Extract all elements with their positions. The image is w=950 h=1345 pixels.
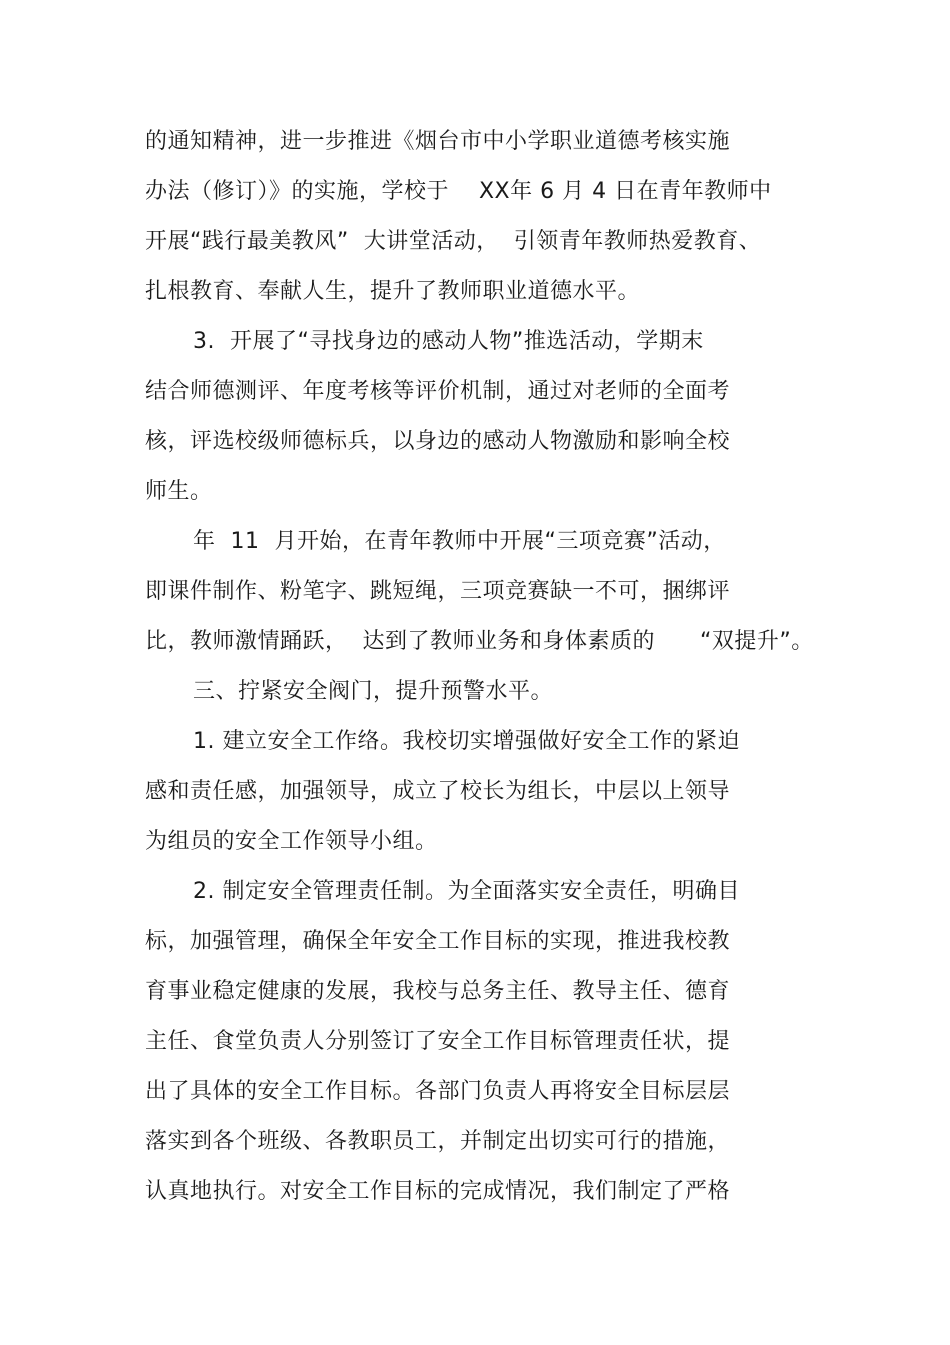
text-line-14: 感和责任感，加强领导，成立了校长为组长，中层以上领导 [145, 779, 731, 804]
text-line-10: 即课件制作、粉笔字、跳短绳，三项竞赛缺一不可，捆绑评 [145, 579, 731, 604]
text-line-13: 1. 建立安全工作络。我校切实增强做好安全工作的紧迫 [193, 729, 740, 754]
text-line-17: 标，加强管理，确保全年安全工作目标的实现，推进我校教 [145, 929, 731, 954]
text-line-8: 师生。 [145, 479, 213, 504]
text-line-15: 为组员的安全工作领导小组。 [145, 829, 438, 854]
section-heading: 三、拧紧安全阀门，提升预警水平。 [193, 679, 554, 704]
text-line-2: 办法（修订）》的实施，学校于 XX年 6 月 4 日在青年教师中 [145, 179, 772, 204]
text-line-18: 育事业稳定健康的发展，我校与总务主任、教导主任、德育 [145, 979, 731, 1004]
text-line-3: 开展“践行最美教风” 大讲堂活动， 引领青年教师热爱教育、 [145, 229, 762, 254]
text-line-5: 3. 开展了“寻找身边的感动人物”推选活动，学期末 [193, 329, 704, 354]
text-line-4: 扎根教育、奉献人生，提升了教师职业道德水平。 [145, 279, 641, 304]
text-line-16: 2. 制定安全管理责任制。为全面落实安全责任，明确目 [193, 879, 740, 904]
text-line-11: 比，教师激情踊跃， 达到了教师业务和身体素质的 “双提升”。 [145, 629, 814, 654]
text-line-6: 结合师德测评、年度考核等评价机制，通过对老师的全面考 [145, 379, 731, 404]
text-line-7: 核，评选校级师德标兵，以身边的感动人物激励和影响全校 [145, 429, 731, 454]
text-line-9: 年 11 月开始，在青年教师中开展“三项竞赛”活动， [193, 529, 726, 554]
text-line-21: 落实到各个班级、各教职员工，并制定出切实可行的措施， [145, 1129, 731, 1154]
text-line-20: 出了具体的安全工作目标。各部门负责人再将安全目标层层 [145, 1079, 731, 1104]
text-line-22: 认真地执行。对安全工作目标的完成情况，我们制定了严格 [145, 1179, 731, 1204]
text-line-1: 的通知精神，进一步推进《烟台市中小学职业道德考核实施 [145, 129, 731, 154]
text-line-19: 主任、食堂负责人分别签订了安全工作目标管理责任状，提 [145, 1029, 731, 1054]
